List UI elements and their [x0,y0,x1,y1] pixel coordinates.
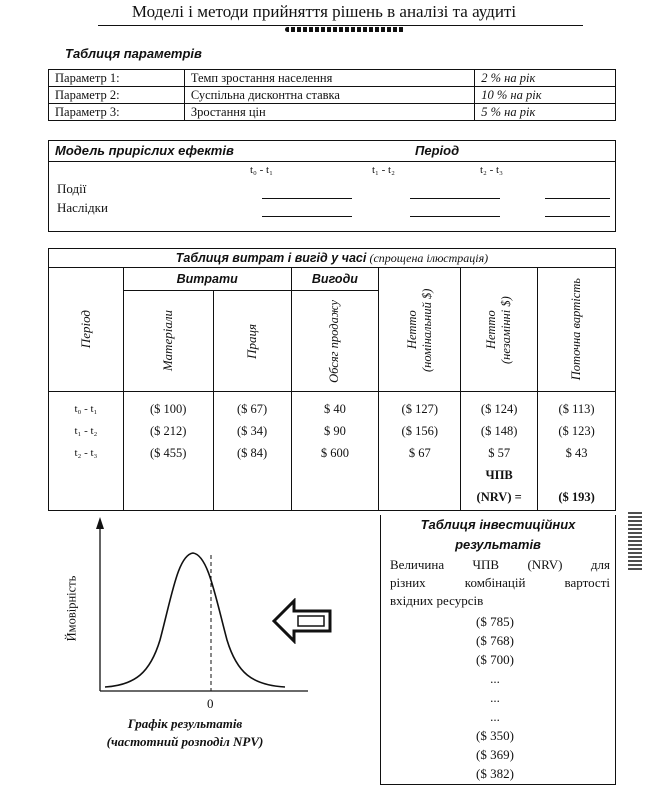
period-cell: t₀ - t₁ [74,403,98,415]
table-row [49,87,616,104]
param-value: 10 % на рік [475,87,616,104]
model-period-label: Період [415,143,460,158]
list-item: ($ 768) [476,633,514,648]
net-real-cell: ($ 124) [480,402,518,416]
list-item: ($ 369) [476,747,514,762]
net-nominal-column [379,392,461,511]
sales-cell: $ 90 [323,424,346,438]
results-values-list [450,612,540,783]
distribution-curve [105,553,285,687]
model-field-line [262,216,352,217]
costs-table-subtitle: (спрощена ілюстрація) [369,250,489,265]
period-column [49,392,124,511]
sales-cell: $ 600 [320,446,349,460]
present-value-cell: ($ 123) [558,424,595,438]
results-text-1: Величина ЧПВ (NRV) для [390,557,610,572]
net-real-cell: ($ 148) [480,424,518,438]
col-header-present-value: Поточна вартість [538,268,616,392]
scan-edge-mark [628,510,642,570]
costs-table [48,248,616,511]
sales-cell: $ 40 [323,402,346,416]
model-field-line [410,216,500,217]
table-row [49,70,616,87]
results-title-1: Таблиця інвестиційних [420,517,576,532]
group-costs: Витрати [123,268,291,291]
present-value-cell: ($ 113) [558,402,595,416]
npv-value: ($ 193) [558,490,595,504]
period-cell: t₂ - t₃ [74,447,98,459]
model-field-line [545,216,610,217]
model-field-line [410,198,500,199]
col-header-period: Період [49,268,124,392]
graph-ylabel-wrap [42,555,102,665]
model-period-0: t₀ - t₁ [250,164,273,176]
labor-cell: ($ 84) [236,446,268,460]
model-field-line [545,198,610,199]
list-item: ($ 350) [476,728,514,743]
param-name: Параметр 1: [49,70,185,87]
params-table [48,69,616,121]
net-nominal-cell: $ 67 [408,446,431,460]
net-nominal-cell: ($ 156) [401,424,438,438]
col-header-materials: Матеріали [123,291,213,392]
y-axis-arrow-icon [96,517,104,529]
period-cell: t₁ - t₂ [74,425,98,437]
header-rule [98,25,583,26]
group-benefits: Вигоди [291,268,379,291]
table-row [49,104,616,121]
model-divider [48,161,616,162]
list-item: ... [490,671,500,686]
labor-cell: ($ 67) [236,402,268,416]
col-header-net-nominal: Нетто (номінальний $) [379,268,461,392]
model-period-1: t₁ - t₂ [372,164,395,176]
param-desc: Темп зростання населення [184,70,474,87]
param-desc: Суспільна дисконтна ставка [184,87,474,104]
param-value: 2 % на рік [475,70,616,87]
costs-table-title: Таблиця витрат і вигід у часі [175,250,367,265]
results-text-2: різних комбінацій вартості [390,575,610,590]
present-value-column [538,392,616,511]
param-value: 5 % на рік [475,104,616,121]
param-desc: Зростання цін [184,104,474,121]
list-item: ($ 785) [476,614,514,629]
materials-cell: ($ 212) [150,424,187,438]
params-table-title: Таблиця параметрів [65,46,202,61]
left-arrow-icon [272,598,334,644]
page-header-title: Моделі і методи прийняття рішень в аналізі та аудиті [131,2,517,21]
header-ornament [285,27,405,32]
model-period-2: t₂ - t₃ [480,164,503,176]
costs-table-title-cell [49,249,616,268]
list-item: ... [490,690,500,705]
model-field-line [262,198,352,199]
net-real-cell: $ 57 [488,446,511,460]
net-nominal-cell: ($ 127) [401,402,438,416]
npv-label-nrv: (NRV) = [476,490,522,504]
materials-cell: ($ 100) [150,402,187,416]
sales-column [291,392,379,511]
present-value-cell: $ 43 [565,446,588,460]
materials-column [123,392,213,511]
model-row-events: Події [57,181,87,196]
list-item: ... [490,709,500,724]
graph-caption-1: Графік результатів [127,716,243,731]
model-title: Модель приріслих ефектів [55,143,234,158]
materials-cell: ($ 455) [150,446,187,460]
model-row-consequences: Наслідки [57,200,108,215]
col-header-sales: Обсяг продажу [291,291,379,392]
col-header-net-real: Нетто (незамінні $) [461,268,538,392]
labor-cell: ($ 34) [236,424,268,438]
graph-ylabel: Ймовірність [64,575,79,642]
npv-label: ЧПВ [485,468,513,482]
labor-column [213,392,291,511]
results-text-3: вхідних ресурсів [390,593,484,608]
graph-caption-2: (частотний розподіл NPV) [106,734,264,749]
param-name: Параметр 3: [49,104,185,121]
net-real-column [461,392,538,511]
zero-label: 0 [207,696,214,711]
list-item: ($ 700) [476,652,514,667]
list-item: ($ 382) [476,766,514,781]
param-name: Параметр 2: [49,87,185,104]
col-header-labor: Праця [213,291,291,392]
results-title-2: результатів [455,537,541,552]
